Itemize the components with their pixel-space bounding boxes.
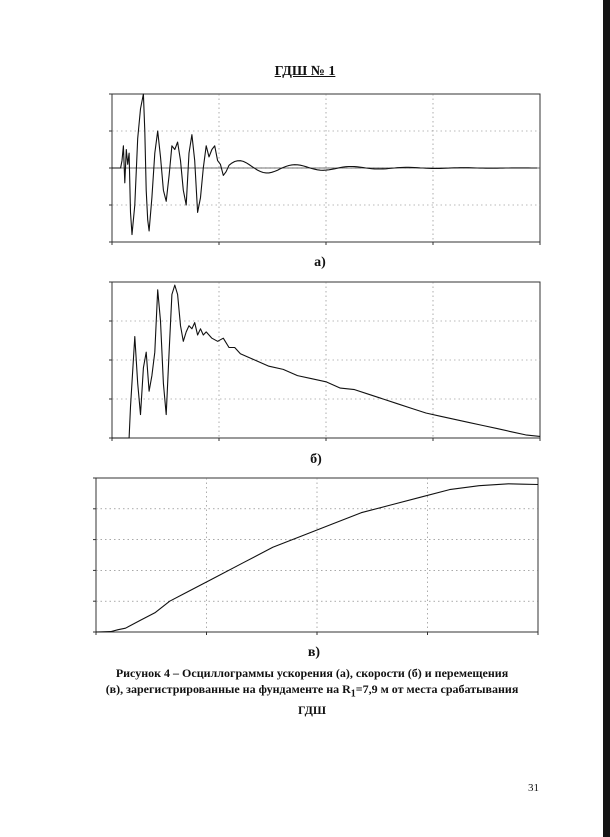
caption-subscript: 1: [350, 688, 356, 700]
page-number: 31: [528, 782, 539, 794]
caption-line-1: Рисунок 4 – Осциллограммы ускорения (а), скорости (б) и перемещения: [115, 666, 509, 680]
series-line-0: [112, 94, 537, 235]
oscillogram-acceleration: [106, 88, 542, 248]
panel-label-a: а): [314, 255, 326, 270]
oscillogram-displacement: [86, 470, 542, 642]
caption-line-2-end: =7,9 м от места срабатывания: [355, 682, 519, 696]
caption-line-2: [92, 681, 532, 702]
caption-line-2-start: (в), зарегистрированные на фундаменте на R: [105, 682, 351, 696]
page-title: ГДШ № 1: [274, 64, 336, 79]
figure-caption: [92, 665, 532, 718]
oscillogram-velocity: [106, 276, 542, 448]
series-line-0: [112, 285, 540, 438]
caption-line-3: ГДШ: [297, 703, 326, 718]
page-edge-shadow: [603, 0, 610, 837]
panel-label-c: в): [307, 645, 321, 660]
panel-label-b: б): [310, 452, 322, 467]
